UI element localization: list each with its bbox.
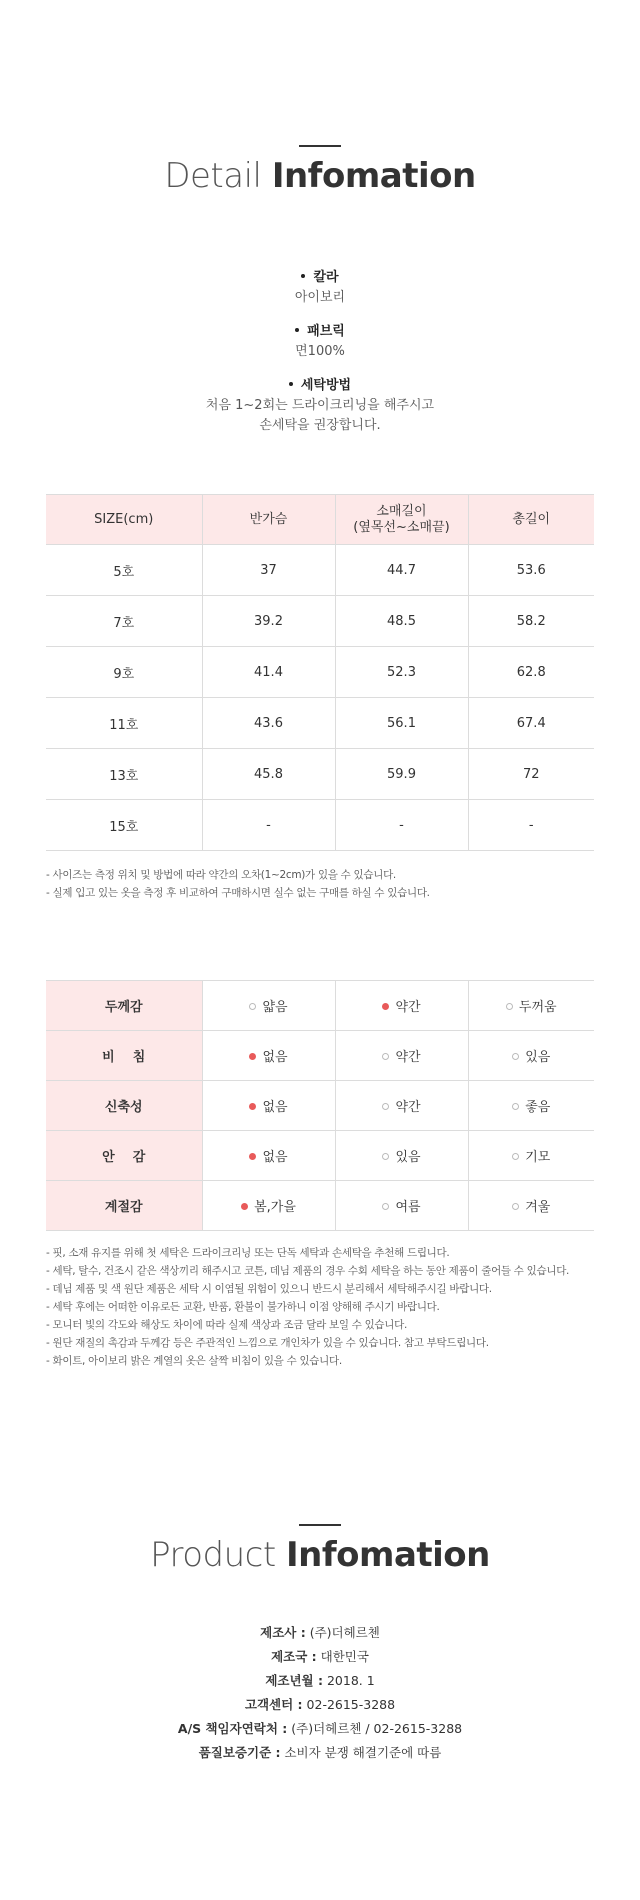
radio-empty-icon <box>249 1003 256 1010</box>
size-header-chest: 반가슴 <box>202 495 335 545</box>
feel-option-label: 봄,가을 <box>254 1200 296 1215</box>
table-row <box>46 981 594 1031</box>
feel-option-label: 여름 <box>395 1200 421 1215</box>
feel-option-label: 좋음 <box>525 1100 551 1115</box>
feel-option-label: 겨울 <box>525 1200 551 1215</box>
note-line: - 실제 입고 있는 옷을 측정 후 비교하여 구매하시면 실수 없는 구매를 하실 수 있습니다. <box>46 887 430 899</box>
product-line-as: A/S 책임자연락처 : (주)더헤르첸 / 02-2615-3288 <box>177 1721 463 1736</box>
feel-option <box>468 1131 594 1181</box>
bullet-icon <box>289 382 293 386</box>
detail-title-light: Detail <box>164 156 262 196</box>
feel-option-label: 없음 <box>262 1050 288 1065</box>
feel-option-label: 기모 <box>525 1150 551 1165</box>
radio-selected-icon <box>249 1103 256 1110</box>
feel-option-label: 약간 <box>395 1050 421 1065</box>
feel-option <box>202 1181 335 1231</box>
table-row: 7호 39.2 48.5 58.2 <box>46 596 594 647</box>
note-line: - 데님 제품 및 색 원단 제품은 세탁 시 이염될 위험이 있으니 반드시 분리해서 세탁해주시길 바랍니다. <box>46 1283 492 1295</box>
feel-option-label: 약간 <box>395 1100 421 1115</box>
spec-color-title: 칼라 <box>313 270 339 285</box>
product-info <box>0 1621 640 1765</box>
spec-fabric-value: 면100% <box>295 344 345 359</box>
note-line: - 화이트, 아이보리 밝은 계열의 옷은 살짝 비침이 있을 수 있습니다. <box>46 1355 342 1367</box>
feel-option <box>335 981 468 1031</box>
detail-rule <box>299 145 341 147</box>
product-rule <box>299 1524 341 1526</box>
size-header-sleeve: 소매길이 (옆목선~소매끝) <box>335 495 468 545</box>
radio-selected-icon <box>249 1153 256 1160</box>
feel-row-label: 두께감 <box>46 981 202 1031</box>
radio-empty-icon <box>512 1203 519 1210</box>
note-line: - 사이즈는 측정 위치 및 방법에 따라 약간의 오차(1~2cm)가 있을 수 있습니다. <box>46 869 396 881</box>
radio-empty-icon <box>382 1153 389 1160</box>
spec-list <box>0 268 640 446</box>
spec-washing-value-2: 손세탁을 권장합니다. <box>259 418 381 433</box>
table-row: 15호 - - - <box>46 800 594 851</box>
radio-empty-icon <box>512 1053 519 1060</box>
note-line: - 모니터 빛의 각도와 해상도 차이에 따라 실제 색상과 조금 달라 보일 수 있습니다. <box>46 1319 407 1331</box>
feel-option-label: 없음 <box>262 1150 288 1165</box>
product-line-warranty: 품질보증기준 : 소비자 분쟁 해결기준에 따름 <box>198 1745 442 1760</box>
table-row: 9호 41.4 52.3 62.8 <box>46 647 594 698</box>
feel-row-label: 안 감 <box>46 1131 202 1181</box>
table-row: 5호 37 44.7 53.6 <box>46 545 594 596</box>
size-header-length: 총길이 <box>468 495 594 545</box>
radio-empty-icon <box>382 1103 389 1110</box>
feel-option-label: 있음 <box>525 1050 551 1065</box>
feel-option <box>468 981 594 1031</box>
radio-empty-icon <box>506 1003 513 1010</box>
feel-option-label: 없음 <box>262 1100 288 1115</box>
table-row <box>46 1031 594 1081</box>
feel-option <box>335 1081 468 1131</box>
radio-selected-icon <box>382 1003 389 1010</box>
feel-option <box>335 1131 468 1181</box>
feel-row-label: 계절감 <box>46 1181 202 1231</box>
bullet-icon <box>301 274 305 278</box>
table-row: 13호 45.8 59.9 72 <box>46 749 594 800</box>
detail-title <box>0 156 640 196</box>
radio-selected-icon <box>241 1203 248 1210</box>
feel-option-label: 두꺼움 <box>518 1000 557 1015</box>
spec-fabric-title: 패브릭 <box>307 324 345 339</box>
radio-empty-icon <box>512 1103 519 1110</box>
fabric-feel-table <box>46 980 594 1231</box>
table-row: 11호 43.6 56.1 67.4 <box>46 698 594 749</box>
feel-option <box>335 1031 468 1081</box>
feel-row-label: 비 침 <box>46 1031 202 1081</box>
product-title <box>0 1535 640 1575</box>
feel-option-label: 약간 <box>395 1000 421 1015</box>
feel-option <box>202 1131 335 1181</box>
spec-washing <box>0 376 640 436</box>
product-line-cs: 고객센터 : 02-2615-3288 <box>244 1697 396 1712</box>
table-row <box>46 1081 594 1131</box>
product-title-bold: Infomation <box>286 1535 490 1575</box>
feel-option-label: 있음 <box>395 1150 421 1165</box>
radio-empty-icon <box>382 1053 389 1060</box>
feel-option <box>202 1081 335 1131</box>
note-line: - 원단 재질의 촉감과 두께감 등은 주관적인 느낌으로 개인차가 있을 수 있습니다. 참고 부탁드립니다. <box>46 1337 489 1349</box>
radio-empty-icon <box>382 1203 389 1210</box>
feel-option <box>202 981 335 1031</box>
feel-row-label: 신축성 <box>46 1081 202 1131</box>
table-row <box>46 1181 594 1231</box>
detail-title-bold: Infomation <box>271 156 476 196</box>
care-notes <box>46 1244 606 1370</box>
product-title-light: Product <box>150 1535 276 1575</box>
size-header-size: SIZE(cm) <box>46 495 202 545</box>
spec-washing-title: 세탁방법 <box>300 378 352 393</box>
feel-option <box>468 1081 594 1131</box>
size-table <box>46 494 594 851</box>
product-line-date: 제조년월 : 2018. 1 <box>265 1673 375 1688</box>
radio-empty-icon <box>512 1153 519 1160</box>
feel-option <box>468 1181 594 1231</box>
product-line-country: 제조국 : 대한민국 <box>271 1649 369 1664</box>
feel-option <box>468 1031 594 1081</box>
spec-color <box>0 268 640 308</box>
radio-selected-icon <box>249 1053 256 1060</box>
feel-option-label: 얇음 <box>262 1000 288 1015</box>
note-line: - 세탁 후에는 어떠한 이유로든 교환, 반품, 환불이 불가하니 이점 양해해 주시기 바랍니다. <box>46 1301 440 1313</box>
size-notes <box>46 866 606 902</box>
spec-washing-value: 처음 1~2회는 드라이크리닝을 해주시고 <box>205 398 435 413</box>
note-line: - 세탁, 탈수, 건조시 같은 색상끼리 해주시고 코튼, 데님 제품의 경우 수회 세탁을 하는 동안 제품이 줄어들 수 있습니다. <box>46 1265 570 1277</box>
feel-option <box>202 1031 335 1081</box>
feel-option <box>335 1181 468 1231</box>
size-table-header <box>46 495 594 545</box>
table-row <box>46 1131 594 1181</box>
spec-color-value: 아이보리 <box>294 290 346 305</box>
spec-fabric <box>0 322 640 362</box>
product-line-maker: 제조사 : (주)더헤르첸 <box>260 1625 380 1640</box>
note-line: - 핏, 소재 유지를 위해 첫 세탁은 드라이크리닝 또는 단독 세탁과 손세탁을 추천해 드립니다. <box>46 1247 450 1259</box>
bullet-icon <box>295 328 299 332</box>
